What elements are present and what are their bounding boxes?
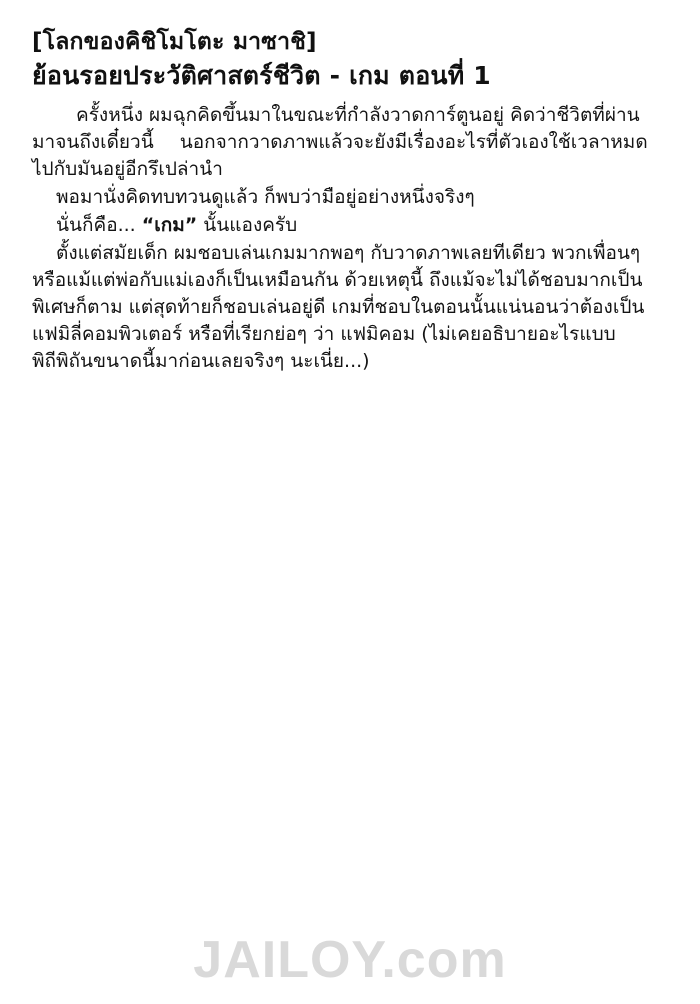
page-title-line-2: ย้อนรอยประวัติศาสตร์ชีวิต - เกม ตอนที่ 1 <box>32 60 491 90</box>
paragraph-3-keyword: “เกม” <box>141 214 198 237</box>
body-text <box>32 102 660 375</box>
paragraph-2 <box>32 184 660 211</box>
paragraph-3-prefix: นั่นก็คือ... <box>56 214 142 237</box>
paragraph-2-text: พอมานั่งคิดทบทวนดูแล้ว ก็พบว่ามือยู่อย่างหนึ่งจริงๆ <box>56 186 475 209</box>
paragraph-3-suffix: นั้นแองครับ <box>197 214 298 237</box>
paragraph-1-text: ครั้งหนึ่ง ผมฉุกคิดขึ้นมาในขณะที่กำลังวาดการ์ตูนอยู่ คิดว่าชีวิตที่ผ่านมาจนถึงเดี๋ยวนี้ <box>32 104 640 154</box>
paragraph-4 <box>32 240 660 375</box>
watermark: JAILOY.com <box>193 931 507 989</box>
page-title-line-1: [โลกของคิชิโมโตะ มาซาชิ] <box>32 29 317 55</box>
paragraph-3 <box>32 212 660 239</box>
paragraph-1 <box>32 102 660 183</box>
title-block <box>32 28 660 92</box>
paragraph-1b-text: นอกจากวาดภาพแล้วจะยังมีเรื่องอะไรที่ตัวเองใช้เวลาหมดไปกับมันอยู่อีกรึเปล่านำ <box>32 131 648 181</box>
paragraph-4-text: ตั้งแต่สมัยเด็ก ผมชอบเล่นเกมมากพอๆ กับวาดภาพเลยทีเดียว พวกเพื่อนๆ หรือแม้แต่พ่อกับแม่เองก็เป็นเหมือนกัน ด้วยเหตุนี้ ถึงแม้จะไม่ได้ชอบมากเป็นพิเศษก็ตาม แต่สุดท้ายก็ชอบเล่นอยู่ดี เกมที่ชอบในตอนนั้นแน่นอนว่าต้องเป็น แฟมิลี่คอมพิวเตอร์ หรือที่เรียกย่อๆ ว่า แฟมิคอม (ไม่เคยอธิบายอะไรแบบพิถีพิถันขนาดนี้มาก่อนเลยจริงๆ นะเนี่ย...) <box>32 242 645 373</box>
